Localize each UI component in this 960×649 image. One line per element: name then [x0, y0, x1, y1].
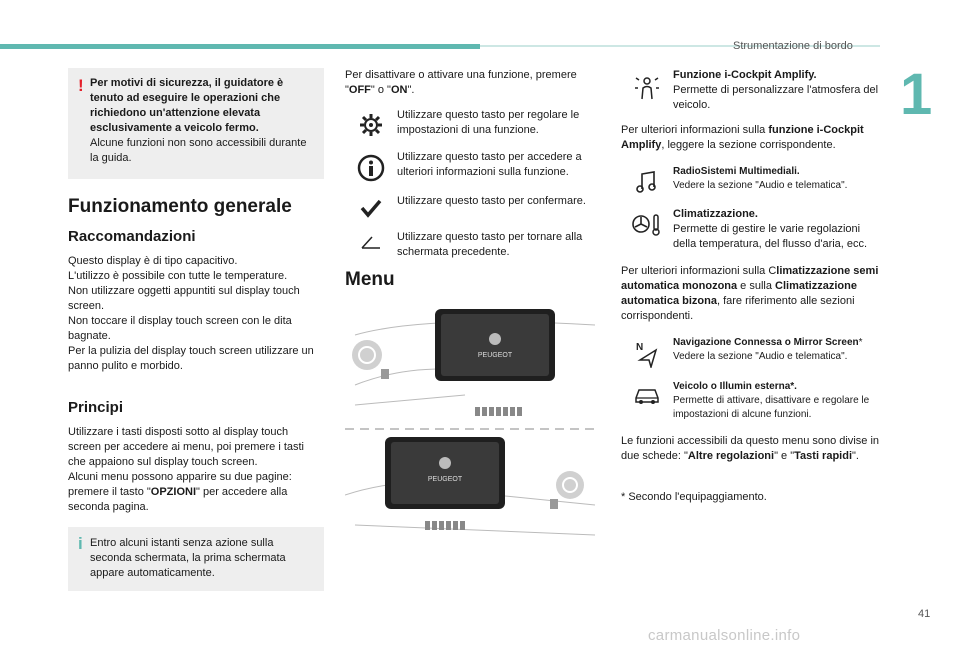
principles-heading: Principi	[68, 399, 124, 416]
fan-thermometer-icon	[630, 211, 664, 237]
amplify-desc: Permette di personalizzare l'atmosfera del veicolo.	[673, 84, 879, 111]
recommendation-4: Non toccare il display touch screen con le dita bagnate.	[68, 315, 292, 342]
key-confirm-text: Utilizzare questo tasto per confermare.	[397, 195, 586, 207]
brand-label-bottom: PEUGEOT	[427, 476, 463, 483]
info-icon	[357, 154, 385, 182]
key-back-row	[345, 230, 603, 260]
checkmark-icon	[360, 198, 382, 218]
radio-desc: Vedere la sezione "Audio e telematica".	[673, 180, 848, 191]
footnote: * Secondo l'equipaggiamento.	[621, 491, 767, 503]
key-info-row	[345, 150, 603, 182]
watermark-text: carmanualsonline.info	[648, 627, 801, 644]
person-amplify-icon	[632, 72, 662, 102]
music-note-icon	[635, 169, 659, 195]
settings-gear-icon	[358, 112, 384, 138]
amplify-note: Per ulteriori informazioni sulla funzione i-Cockpit Amplify, leggere la sezione corrispondente.	[621, 124, 864, 151]
brand-label-top: PEUGEOT	[477, 352, 513, 359]
recommendation-3: Non utilizzare oggetti appuntiti sul display touch screen.	[68, 285, 300, 312]
column-middle	[345, 68, 603, 550]
navigation-title: Navigazione Connessa o Mirror Screen	[673, 337, 859, 348]
key-settings-row	[345, 108, 603, 138]
tabs-note: Le funzioni accessibili da questo menu sono divise in due schede: "Altre regolazioni" e "Tasti rapidi".	[621, 435, 880, 462]
key-confirm-row	[345, 194, 603, 218]
toggle-intro: Per disattivare o attivare una funzione, premere "OFF" o "ON".	[345, 69, 577, 96]
chapter-number: 1	[900, 62, 933, 127]
principles-text-2: Alcuni menu possono apparire su due pagine: premere il tasto "OPZIONI" per accedere alla seconda pagina.	[68, 471, 292, 513]
vehicle-desc: Permette di attivare, disattivare e regolare le impostazioni di alcune funzioni.	[673, 395, 870, 420]
clima-title: Climatizzazione.	[673, 208, 758, 220]
principles-text-1: Utilizzare i tasti disposti sotto al display touch screen per accedere ai menu, poi premere i tasti che appaiono sul display touch screen.	[68, 426, 305, 468]
navigation-arrow-icon	[634, 340, 660, 368]
radio-row	[621, 165, 883, 195]
radio-title: RadioSistemi Multimediali.	[673, 166, 800, 177]
info-note-box	[68, 527, 324, 591]
safety-warning-box	[68, 68, 324, 179]
info-note-text: Entro alcuni istanti senza azione sulla seconda schermata, la prima schermata appare automaticamente.	[90, 537, 286, 579]
menu-heading: Menu	[345, 269, 395, 290]
navigation-row	[621, 336, 883, 368]
vehicle-title: Veicolo o Illumin esterna*.	[673, 381, 797, 392]
section-title: Strumentazione di bordo	[733, 40, 853, 52]
info-bar-icon: i	[78, 534, 83, 553]
amplify-row	[621, 68, 883, 113]
clima-row	[621, 207, 883, 252]
key-info-text: Utilizzare questo tasto per accedere a ulteriori informazioni sulla funzione.	[397, 151, 582, 178]
recommendations-heading: Raccomandazioni	[68, 228, 196, 245]
vehicle-row	[621, 380, 883, 422]
key-back-text: Utilizzare questo tasto per tornare alla schermata precedente.	[397, 231, 583, 258]
column-left	[68, 68, 324, 591]
dashboard-illustration	[345, 295, 597, 545]
car-icon	[633, 384, 661, 406]
navigation-footnote-star: *	[858, 337, 863, 348]
clima-note: Per ulteriori informazioni sulla Climatizzazione semi automatica monozona e sulla Climatizzazione automatica bizona, fare riferimento alle sezioni corrispondenti.	[621, 265, 879, 322]
key-settings-text: Utilizzare questo tasto per regolare le impostazioni di una funzione.	[397, 109, 580, 136]
recommendation-5: Per la pulizia del display touch screen utilizzare un panno pulito e morbido.	[68, 345, 314, 372]
clima-desc: Permette di gestire le varie regolazioni della temperatura, del flusso d'aria, ecc.	[673, 223, 868, 250]
warning-bold-text: Per motivi di sicurezza, il guidatore è tenuto ad eseguire le operazioni che richiedono un'attenzione elevata esclusivamente a veicolo fermo.	[90, 77, 284, 134]
page-title: Funzionamento generale	[68, 196, 292, 217]
back-arrow-icon	[360, 234, 382, 250]
header-accent-bar	[0, 44, 480, 49]
navigation-desc: Vedere la sezione "Audio e telematica".	[673, 351, 848, 362]
warning-text: Alcune funzioni non sono accessibili durante la guida.	[90, 137, 307, 164]
warning-exclamation-icon: !	[78, 76, 84, 95]
column-right	[621, 68, 883, 505]
svg-text:N: N	[636, 342, 644, 353]
amplify-title: Funzione i-Cockpit Amplify.	[673, 69, 817, 81]
page-number: 41	[918, 608, 931, 620]
recommendation-1: Questo display è di tipo capacitivo.	[68, 255, 238, 267]
recommendation-2: L'utilizzo è possibile con tutte le temperature.	[68, 270, 288, 282]
